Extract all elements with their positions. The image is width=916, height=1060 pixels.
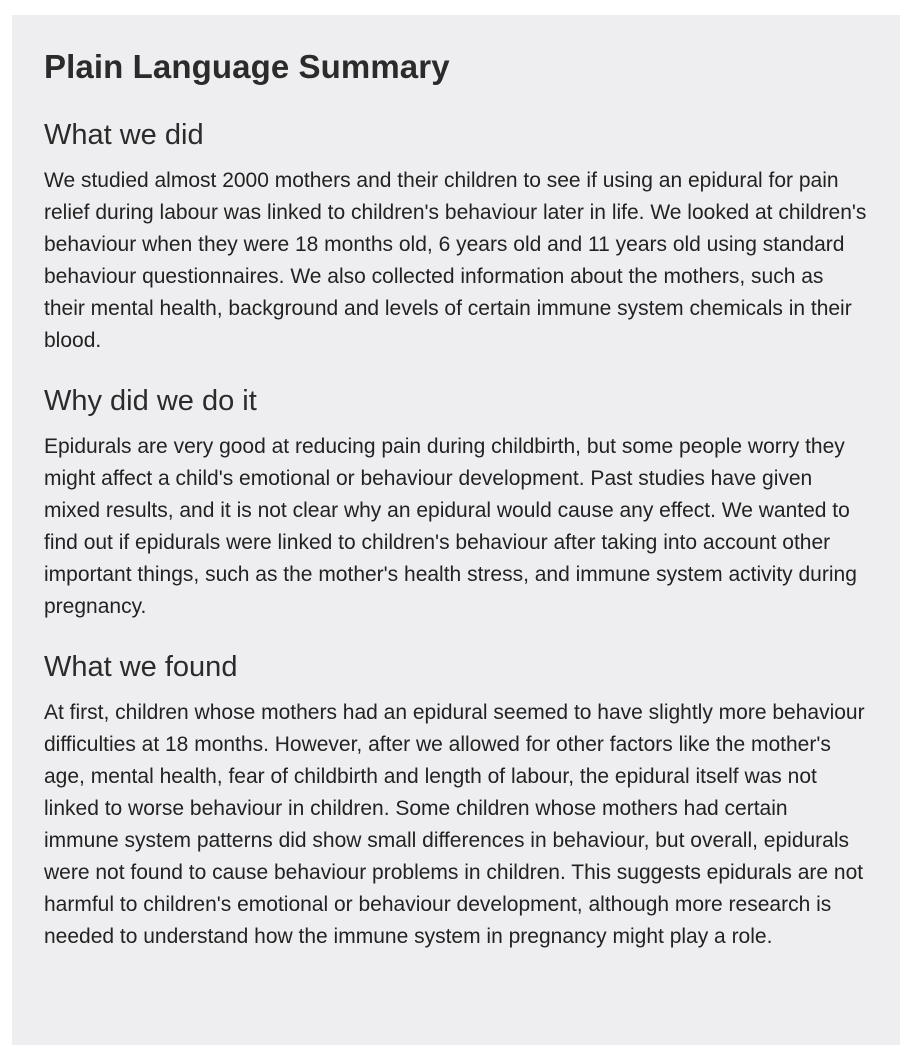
section-heading: Why did we do it <box>44 385 257 417</box>
section-what-we-found <box>44 647 868 953</box>
section-body: At first, children whose mothers had an epidural seemed to have slightly more behaviour difficulties at 18 months. However, after we allowed for other factors like the mother's age, mental health, fear of childbirth and length of labour, the epidural itself was not linked to worse behaviour in children. Some children whose mothers had certain immune system patterns did show small differences in behaviour, but overall, epidurals were not found to cause behaviour problems in children. This suggests epidurals are not harmful to children's emotional or behaviour development, although more research is needed to understand how the immune system in pregnancy might play a role. <box>44 701 865 948</box>
plain-language-summary-panel <box>12 15 900 1045</box>
section-why-did-we-do-it <box>44 381 868 623</box>
summary-title: Plain Language Summary <box>44 48 450 85</box>
section-heading: What we did <box>44 119 204 151</box>
section-what-we-did <box>44 115 868 357</box>
section-heading: What we found <box>44 651 238 683</box>
section-body: We studied almost 2000 mothers and their children to see if using an epidural for pain relief during labour was linked to children's behaviour later in life. We looked at children's behaviour when they were 18 months old, 6 years old and 11 years old using standard behaviour questionnaires. We also collected information about the mothers, such as their mental health, background and levels of certain immune system chemicals in their blood. <box>44 169 867 352</box>
section-body: Epidurals are very good at reducing pain during childbirth, but some people worry they might affect a child's emotional or behaviour development. Past studies have given mixed results, and it is not clear why an epidural would cause any effect. We wanted to find out if epidurals were linked to children's behaviour after taking into account other important things, such as the mother's health stress, and immune system activity during pregnancy. <box>44 435 857 618</box>
